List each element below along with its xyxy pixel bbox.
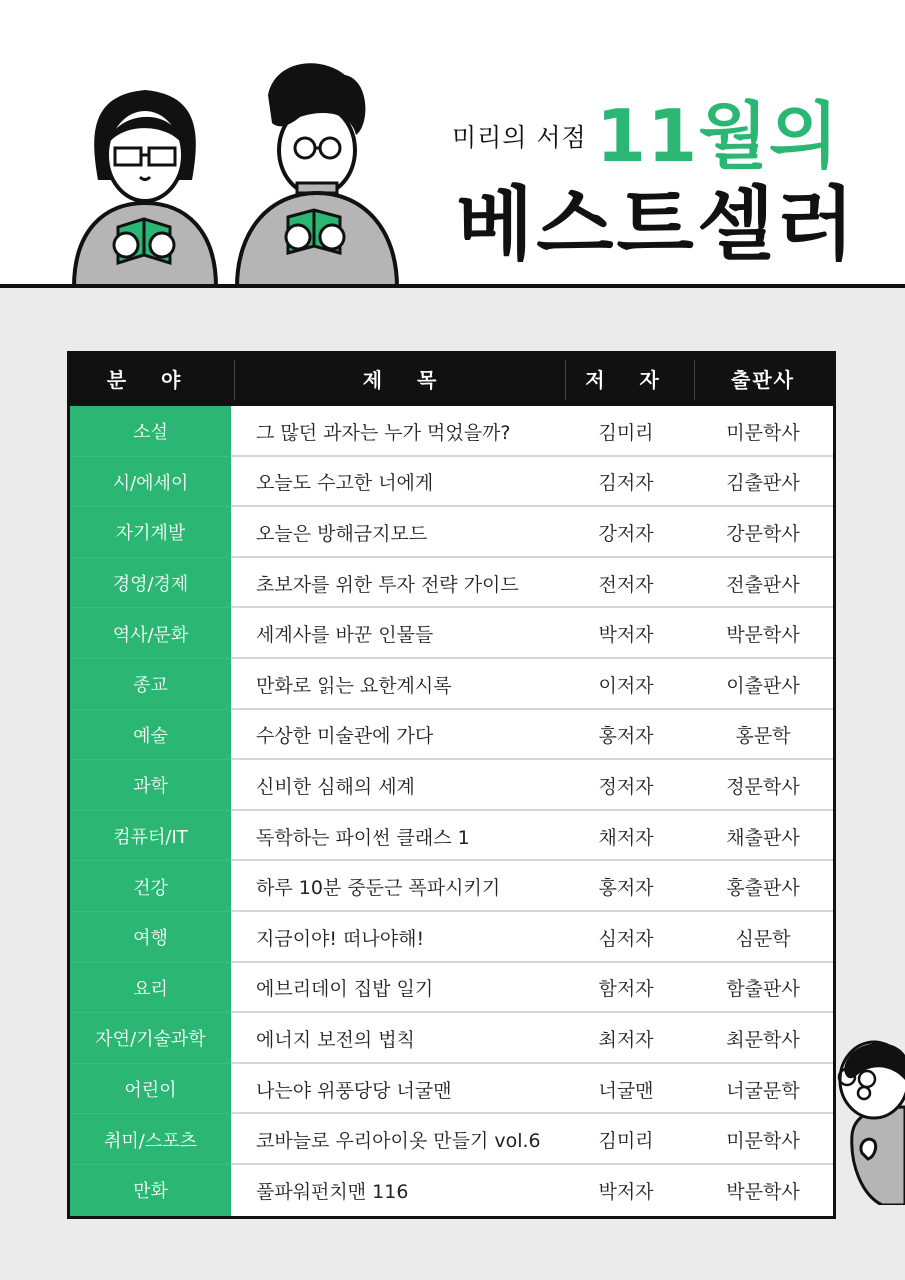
author-cell: 전저자	[598, 573, 654, 596]
table-row	[70, 1013, 833, 1064]
genre-cell: 자연/기술과학	[95, 1029, 206, 1051]
publisher-cell: 심문학	[735, 927, 791, 950]
author-cell: 너굴맨	[598, 1079, 654, 1102]
genre-cell: 만화	[133, 1181, 168, 1203]
publisher-cell: 너굴문학	[726, 1079, 800, 1102]
author-cell: 정저자	[598, 775, 654, 798]
author-cell: 최저자	[598, 1028, 654, 1051]
publisher-cell: 함출판사	[726, 978, 800, 1001]
publisher-cell: 박문학사	[726, 624, 800, 647]
genre-cell: 경영/경제	[112, 574, 189, 596]
author-cell: 강저자	[598, 522, 654, 545]
store-name: 미리의 서점	[452, 123, 587, 152]
author-cell: 김미리	[598, 421, 654, 444]
title-cell: 오늘도 수고한 너에게	[256, 472, 434, 495]
table-row	[70, 608, 833, 659]
table-row	[70, 507, 833, 558]
header-genre: 분 야	[106, 368, 195, 392]
publisher-cell: 전출판사	[726, 573, 800, 596]
title-cell: 에브리데이 집밥 일기	[256, 978, 434, 1001]
table-row	[70, 963, 833, 1014]
page-title: 베스트셀러	[456, 178, 858, 271]
month-heading: 11월의	[596, 94, 840, 178]
title-cell: 풀파워펀치맨 116	[256, 1180, 409, 1203]
author-cell: 홍저자	[598, 877, 654, 900]
genre-cell: 건강	[133, 877, 168, 899]
genre-cell: 과학	[133, 776, 168, 798]
table-row	[70, 811, 833, 862]
genre-cell: 소설	[133, 422, 168, 444]
genre-cell: 요리	[133, 978, 168, 1000]
genre-cell: 자기계발	[115, 523, 186, 545]
table-row	[70, 406, 833, 457]
author-cell: 함저자	[598, 978, 654, 1001]
peeking-character-illustration	[822, 1035, 905, 1205]
table-row	[70, 760, 833, 811]
title-cell: 나는야 위풍당당 너굴맨	[256, 1079, 452, 1102]
genre-cell: 종교	[133, 675, 168, 697]
table-row	[70, 912, 833, 963]
table-row	[70, 558, 833, 609]
genre-cell: 어린이	[124, 1080, 177, 1102]
title-cell: 신비한 심해의 세계	[256, 775, 415, 798]
table-row	[70, 861, 833, 912]
title-cell: 만화로 읽는 요한계시록	[256, 674, 452, 697]
header-separator	[234, 360, 235, 400]
genre-cell: 예술	[133, 725, 168, 747]
header-title: 제 목	[362, 368, 451, 392]
title-cell: 세계사를 바꾼 인물들	[256, 624, 434, 647]
genre-cell: 시/에세이	[112, 472, 189, 494]
publisher-cell: 채출판사	[726, 826, 800, 849]
bestseller-table	[67, 351, 836, 1219]
reading-characters-illustration	[60, 55, 410, 287]
title-cell: 지금이야! 떠나야해!	[256, 927, 425, 950]
genre-cell: 여행	[133, 928, 168, 950]
publisher-cell: 이출판사	[726, 674, 800, 697]
table-row	[70, 710, 833, 761]
header-divider	[0, 284, 905, 288]
title-cell: 그 많던 과자는 누가 먹었을까?	[256, 421, 511, 444]
genre-cell: 컴퓨터/IT	[113, 827, 188, 849]
publisher-cell: 미문학사	[726, 421, 800, 444]
table-row	[70, 659, 833, 710]
woman-reader-icon	[74, 90, 216, 287]
header-publisher: 출판사	[731, 368, 795, 392]
author-cell: 박저자	[598, 1180, 654, 1203]
publisher-cell: 박문학사	[726, 1180, 800, 1203]
table-header	[70, 354, 833, 406]
author-cell: 김저자	[598, 472, 654, 495]
genre-cell: 취미/스포츠	[103, 1130, 197, 1152]
title-cell: 초보자를 위한 투자 전략 가이드	[256, 573, 519, 596]
table-row	[70, 457, 833, 508]
author-cell: 김미리	[598, 1130, 654, 1153]
title-cell: 수상한 미술관에 가다	[256, 725, 434, 748]
author-cell: 채저자	[598, 826, 654, 849]
title-cell: 독학하는 파이썬 클래스 1	[256, 826, 470, 849]
man-reader-icon	[237, 63, 397, 287]
publisher-cell: 홍문학	[735, 725, 791, 748]
publisher-cell: 홍출판사	[726, 877, 800, 900]
publisher-cell: 강문학사	[726, 522, 800, 545]
table-row	[70, 1064, 833, 1115]
genre-cell: 역사/문화	[112, 624, 189, 646]
title-cell: 코바늘로 우리아이옷 만들기 vol.6	[256, 1130, 541, 1153]
publisher-cell: 정문학사	[726, 775, 800, 798]
title-cell: 하루 10분 중둔근 폭파시키기	[256, 877, 501, 900]
title-cell: 오늘은 방해금지모드	[256, 522, 428, 545]
title-cell: 에너지 보전의 법칙	[256, 1028, 415, 1051]
table-row	[70, 1114, 833, 1165]
publisher-cell: 김출판사	[726, 472, 800, 495]
author-cell: 박저자	[598, 624, 654, 647]
table-row	[70, 1165, 833, 1216]
author-cell: 이저자	[598, 674, 654, 697]
publisher-cell: 미문학사	[726, 1130, 800, 1153]
publisher-cell: 최문학사	[726, 1028, 800, 1051]
header-author: 저 자	[585, 368, 673, 392]
author-cell: 홍저자	[598, 725, 654, 748]
author-cell: 심저자	[598, 927, 654, 950]
